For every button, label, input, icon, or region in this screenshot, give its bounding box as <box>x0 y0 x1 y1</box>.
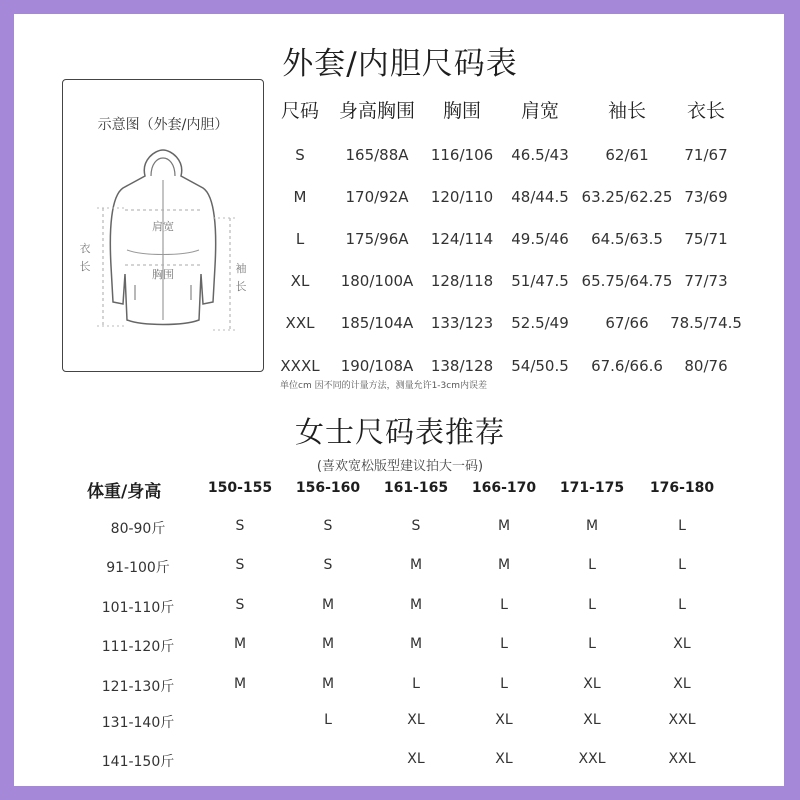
recommended-size: L <box>588 636 596 652</box>
recommended-size: M <box>497 518 511 534</box>
recommended-size: XXL <box>578 751 606 767</box>
recommended-size: M <box>409 597 423 613</box>
size-cell: 54/50.5 <box>511 357 569 375</box>
label-length-1: 衣 <box>79 242 91 255</box>
label-chest: 胸围 <box>152 268 174 281</box>
size-cell: 52.5/49 <box>511 314 569 332</box>
height-header: 171-175 <box>559 480 625 496</box>
size-cell: XL <box>290 272 310 290</box>
recommended-size: XL <box>495 712 513 728</box>
recommendation-title: 女士尺码表推荐 <box>294 415 505 449</box>
weight-label: 131-140斤 <box>101 715 175 731</box>
size-cell: 67/66 <box>605 314 649 332</box>
recommended-size: L <box>412 676 420 692</box>
weight-label: 91-100斤 <box>106 560 170 576</box>
recommended-size: M <box>321 597 335 613</box>
size-header: 尺码 <box>280 100 320 122</box>
label-sleeve-1: 袖 <box>235 262 247 275</box>
weight-label: 141-150斤 <box>101 754 175 770</box>
size-cell: S <box>295 146 305 164</box>
recommended-size: M <box>409 636 423 652</box>
recommended-size: XXL <box>668 712 696 728</box>
weight-label: 111-120斤 <box>101 639 175 655</box>
size-cell: 48/44.5 <box>511 188 569 206</box>
recommended-size: L <box>678 557 686 573</box>
size-cell: 116/106 <box>430 146 494 164</box>
size-cell: 185/104A <box>340 314 414 332</box>
weight-height-header: 体重/身高 <box>87 482 162 502</box>
size-cell: 165/88A <box>345 146 409 164</box>
recommended-size: L <box>588 557 596 573</box>
recommended-size: M <box>233 676 247 692</box>
recommended-size: XL <box>407 751 425 767</box>
recommended-size: M <box>497 557 511 573</box>
size-header: 胸围 <box>442 100 482 122</box>
recommended-size: M <box>321 676 335 692</box>
weight-label: 121-130斤 <box>101 679 175 695</box>
recommended-size: L <box>500 597 508 613</box>
size-cell: M <box>293 188 307 206</box>
size-cell: 170/92A <box>345 188 409 206</box>
size-cell: XXL <box>285 314 315 332</box>
height-header: 176-180 <box>649 480 715 496</box>
recommended-size: M <box>585 518 599 534</box>
size-cell: 128/118 <box>430 272 494 290</box>
size-chart-title: 外套/内胆尺码表 <box>282 46 518 82</box>
size-cell: 71/67 <box>684 146 728 164</box>
weight-label: 101-110斤 <box>101 600 175 616</box>
size-cell: 77/73 <box>684 272 728 290</box>
size-cell: 64.5/63.5 <box>591 230 663 248</box>
size-header: 肩宽 <box>520 100 560 122</box>
measurement-note: 单位cm 因不同的计量方法，测量允许1-3cm内误差 <box>280 381 487 391</box>
recommended-size: XL <box>673 636 691 652</box>
jacket-diagram-box <box>62 79 264 372</box>
recommended-size: S <box>235 557 245 573</box>
size-cell: XXXL <box>280 357 320 375</box>
recommended-size: S <box>411 518 421 534</box>
label-length-2: 长 <box>79 260 91 273</box>
height-header: 166-170 <box>471 480 537 496</box>
recommended-size: XL <box>583 712 601 728</box>
size-cell: 190/108A <box>340 357 414 375</box>
size-cell: 67.6/66.6 <box>591 357 663 375</box>
recommended-size: S <box>235 518 245 534</box>
recommended-size: XL <box>583 676 601 692</box>
recommended-size: M <box>409 557 423 573</box>
recommended-size: L <box>324 712 332 728</box>
recommended-size: M <box>321 636 335 652</box>
recommended-size: S <box>323 557 333 573</box>
label-sleeve-2: 长 <box>235 280 247 293</box>
height-header: 161-165 <box>383 480 449 496</box>
height-header: 156-160 <box>295 480 361 496</box>
size-cell: 133/123 <box>430 314 494 332</box>
size-cell: 180/100A <box>340 272 414 290</box>
recommendation-subtitle: (喜欢宽松版型建议拍大一码) <box>316 459 484 474</box>
size-header: 衣长 <box>686 100 726 122</box>
weight-label: 80-90斤 <box>110 521 166 537</box>
recommended-size: S <box>323 518 333 534</box>
jacket-illustration <box>63 80 263 371</box>
size-cell: L <box>295 230 305 248</box>
recommended-size: XL <box>673 676 691 692</box>
diagram-caption: 示意图（外套/内胆） <box>97 117 229 133</box>
recommended-size: XL <box>407 712 425 728</box>
size-cell: 175/96A <box>345 230 409 248</box>
recommended-size: L <box>678 518 686 534</box>
recommended-size: XXL <box>668 751 696 767</box>
size-cell: 51/47.5 <box>511 272 569 290</box>
size-cell: 49.5/46 <box>511 230 569 248</box>
recommended-size: S <box>235 597 245 613</box>
size-cell: 65.75/64.75 <box>581 272 673 290</box>
size-cell: 73/69 <box>684 188 728 206</box>
size-cell: 124/114 <box>430 230 494 248</box>
size-cell: 138/128 <box>430 357 494 375</box>
size-cell: 63.25/62.25 <box>581 188 673 206</box>
size-cell: 78.5/74.5 <box>670 314 742 332</box>
recommended-size: L <box>500 676 508 692</box>
recommended-size: XL <box>495 751 513 767</box>
recommended-size: L <box>500 636 508 652</box>
size-header: 身高胸围 <box>338 100 416 122</box>
size-cell: 80/76 <box>684 357 728 375</box>
recommended-size: L <box>678 597 686 613</box>
recommended-size: L <box>588 597 596 613</box>
size-cell: 62/61 <box>605 146 649 164</box>
recommended-size: M <box>233 636 247 652</box>
label-shoulder: 肩宽 <box>152 220 174 233</box>
size-cell: 75/71 <box>684 230 728 248</box>
height-header: 150-155 <box>207 480 273 496</box>
size-header: 袖长 <box>607 100 647 122</box>
size-cell: 120/110 <box>430 188 494 206</box>
size-cell: 46.5/43 <box>511 146 569 164</box>
